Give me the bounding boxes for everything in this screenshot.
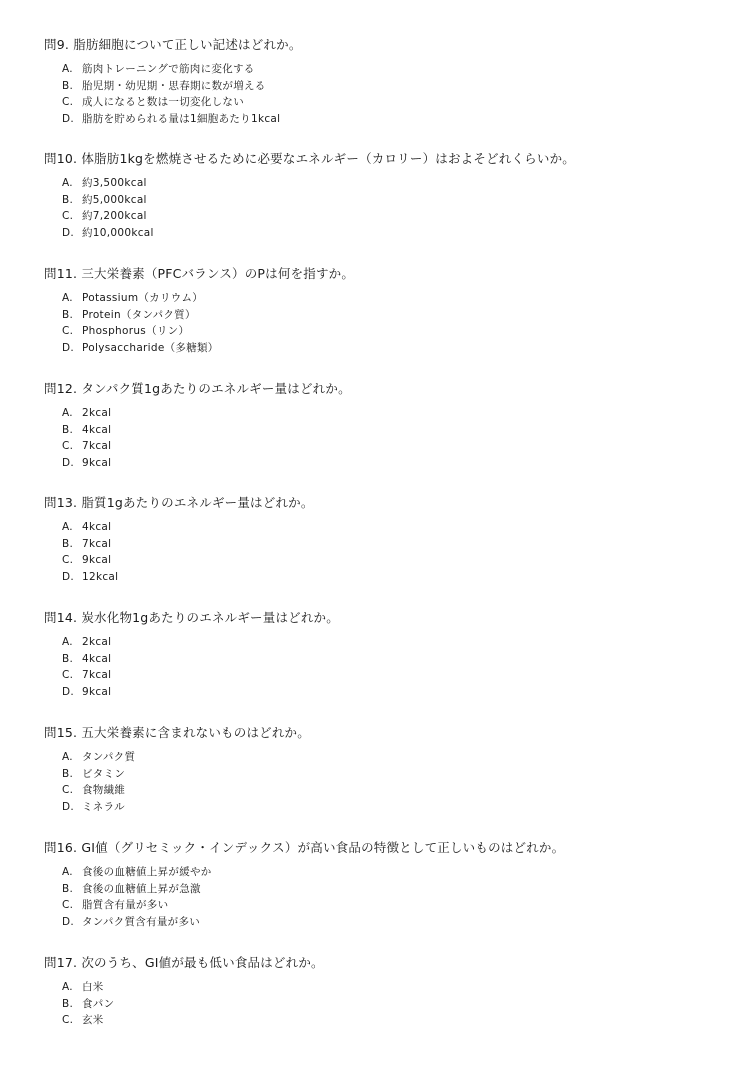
- choice-d: [62, 914, 724, 931]
- choice-c: [62, 667, 724, 684]
- choice-text: 7kcal: [82, 440, 112, 452]
- choice-text: 食後の血糖値上昇が急激: [82, 882, 201, 895]
- choice-letter: D.: [62, 112, 75, 125]
- choice-letter: A.: [62, 751, 73, 763]
- choice-letter: D.: [62, 685, 75, 698]
- choice-c: [62, 897, 724, 914]
- choice-a: [62, 749, 724, 766]
- choice-list: [62, 405, 724, 471]
- choice-b: [62, 881, 724, 898]
- choice-letter: A.: [62, 981, 73, 993]
- choice-a: [62, 290, 724, 307]
- choice-text: 7kcal: [82, 669, 112, 681]
- choice-b: [62, 192, 724, 209]
- choice-b: [62, 651, 724, 668]
- choice-letter: C.: [62, 440, 74, 452]
- choice-text: Phosphorus（リン）: [82, 325, 190, 337]
- choice-text: 9kcal: [82, 554, 112, 566]
- choice-b: [62, 996, 724, 1013]
- question-title: 問9. 脂肪細胞について正しい記述はどれか。: [44, 37, 302, 52]
- question-title: 問14. 炭水化物1gあたりのエネルギー量はどれか。: [44, 610, 339, 625]
- choice-text: タンパク質: [82, 751, 136, 763]
- choice-text: Potassium（カリウム）: [82, 292, 204, 304]
- choice-letter: A.: [62, 292, 73, 304]
- choice-letter: B.: [62, 767, 74, 780]
- choice-text: 約7,200kcal: [82, 210, 147, 222]
- choice-c: [62, 782, 724, 799]
- choice-text: 食後の血糖値上昇が緩やか: [82, 866, 212, 878]
- question-title: 問11. 三大栄養素（PFCバランス）のPは何を指すか。: [44, 266, 355, 281]
- choice-letter: B.: [62, 537, 74, 550]
- choice-text: 脂質含有量が多い: [82, 899, 169, 911]
- choice-text: 約3,500kcal: [82, 177, 147, 189]
- choice-c: [62, 552, 724, 569]
- choice-text: 2kcal: [82, 636, 112, 648]
- choice-b: [62, 536, 724, 553]
- choice-d: [62, 684, 724, 701]
- choice-a: [62, 864, 724, 881]
- choice-text: 12kcal: [82, 570, 119, 583]
- choice-list: [62, 634, 724, 700]
- choice-letter: D.: [62, 800, 75, 813]
- choice-text: Polysaccharide（多糖類）: [82, 341, 219, 354]
- choice-d: [62, 340, 724, 357]
- choice-c: [62, 1012, 724, 1029]
- choice-letter: D.: [62, 570, 75, 583]
- choice-a: [62, 405, 724, 422]
- choice-text: 筋肉トレーニングで筋肉に変化する: [82, 63, 255, 75]
- question-14: [44, 610, 724, 700]
- choice-text: 胎児期・幼児期・思春期に数が増える: [82, 79, 266, 92]
- question-title: 問13. 脂質1gあたりのエネルギー量はどれか。: [44, 495, 314, 510]
- choice-letter: C.: [62, 210, 74, 222]
- choice-a: [62, 979, 724, 996]
- choice-text: 約10,000kcal: [82, 226, 154, 239]
- choice-d: [62, 455, 724, 472]
- choice-b: [62, 307, 724, 324]
- question-10: [44, 151, 724, 241]
- choice-letter: D.: [62, 226, 75, 239]
- choice-text: 白米: [82, 981, 104, 993]
- choice-letter: C.: [62, 325, 74, 337]
- choice-letter: C.: [62, 669, 74, 681]
- choice-text: 7kcal: [82, 537, 112, 550]
- choice-a: [62, 61, 724, 78]
- choice-text: Protein（タンパク質）: [82, 308, 196, 321]
- choice-letter: B.: [62, 423, 74, 436]
- question-title: 問16. GI値（グリセミック・インデックス）が高い食品の特徴として正しいものはどれか。: [44, 840, 565, 855]
- choice-letter: A.: [62, 521, 73, 533]
- choice-text: 玄米: [82, 1014, 104, 1026]
- choice-letter: B.: [62, 882, 74, 895]
- question-9: [44, 37, 724, 127]
- choice-letter: B.: [62, 79, 74, 92]
- choice-d: [62, 799, 724, 816]
- choice-d: [62, 225, 724, 242]
- question-15: [44, 725, 724, 815]
- question-16: [44, 840, 724, 930]
- question-11: [44, 266, 724, 356]
- choice-c: [62, 323, 724, 340]
- choice-text: 食パン: [82, 997, 115, 1010]
- choice-a: [62, 175, 724, 192]
- choice-a: [62, 634, 724, 651]
- choice-b: [62, 422, 724, 439]
- choice-letter: A.: [62, 407, 73, 419]
- choice-letter: B.: [62, 997, 74, 1010]
- choice-list: [62, 175, 724, 241]
- choice-c: [62, 438, 724, 455]
- choice-b: [62, 766, 724, 783]
- choice-text: 成人になると数は一切変化しない: [82, 96, 244, 108]
- choice-list: [62, 519, 724, 585]
- question-17: [44, 955, 724, 1029]
- choice-text: 9kcal: [82, 456, 112, 469]
- choice-d: [62, 569, 724, 586]
- choice-d: [62, 111, 724, 128]
- choice-letter: C.: [62, 899, 74, 911]
- choice-b: [62, 78, 724, 95]
- choice-list: [62, 979, 724, 1029]
- choice-text: 9kcal: [82, 685, 112, 698]
- choice-c: [62, 208, 724, 225]
- question-12: [44, 381, 724, 471]
- choice-list: [62, 864, 724, 930]
- choice-letter: B.: [62, 308, 74, 321]
- choice-letter: C.: [62, 96, 74, 108]
- choice-list: [62, 61, 724, 127]
- choice-text: 約5,000kcal: [82, 193, 147, 206]
- choice-letter: C.: [62, 554, 74, 566]
- choice-text: ミネラル: [82, 800, 125, 813]
- choice-letter: A.: [62, 177, 73, 189]
- choice-text: ビタミン: [82, 767, 126, 780]
- choice-text: 2kcal: [82, 407, 112, 419]
- choice-letter: B.: [62, 652, 74, 665]
- choice-list: [62, 290, 724, 356]
- choice-c: [62, 94, 724, 111]
- choice-text: 食物繊維: [82, 784, 126, 796]
- choice-letter: C.: [62, 784, 74, 796]
- choice-text: 脂肪を貯められる量は1細胞あたり1kcal: [82, 112, 281, 125]
- question-title: 問17. 次のうち、GI値が最も低い食品はどれか。: [44, 955, 324, 970]
- choice-letter: A.: [62, 63, 73, 75]
- choice-letter: D.: [62, 456, 75, 469]
- choice-letter: A.: [62, 636, 73, 648]
- question-title: 問12. タンパク質1gあたりのエネルギー量はどれか。: [44, 381, 351, 396]
- question-13: [44, 495, 724, 585]
- choice-letter: D.: [62, 341, 75, 354]
- choice-letter: D.: [62, 915, 75, 928]
- choice-letter: C.: [62, 1014, 74, 1026]
- choice-text: 4kcal: [82, 521, 112, 533]
- choice-letter: B.: [62, 193, 74, 206]
- choice-text: タンパク質含有量が多い: [82, 915, 201, 928]
- choice-list: [62, 749, 724, 815]
- choice-text: 4kcal: [82, 652, 112, 665]
- question-title: 問10. 体脂肪1kgを燃焼させるために必要なエネルギー（カロリー）はおよそどれくらいか。: [44, 151, 575, 166]
- choice-letter: A.: [62, 866, 73, 878]
- choice-text: 4kcal: [82, 423, 112, 436]
- question-title: 問15. 五大栄養素に含まれないものはどれか。: [44, 725, 310, 740]
- choice-a: [62, 519, 724, 536]
